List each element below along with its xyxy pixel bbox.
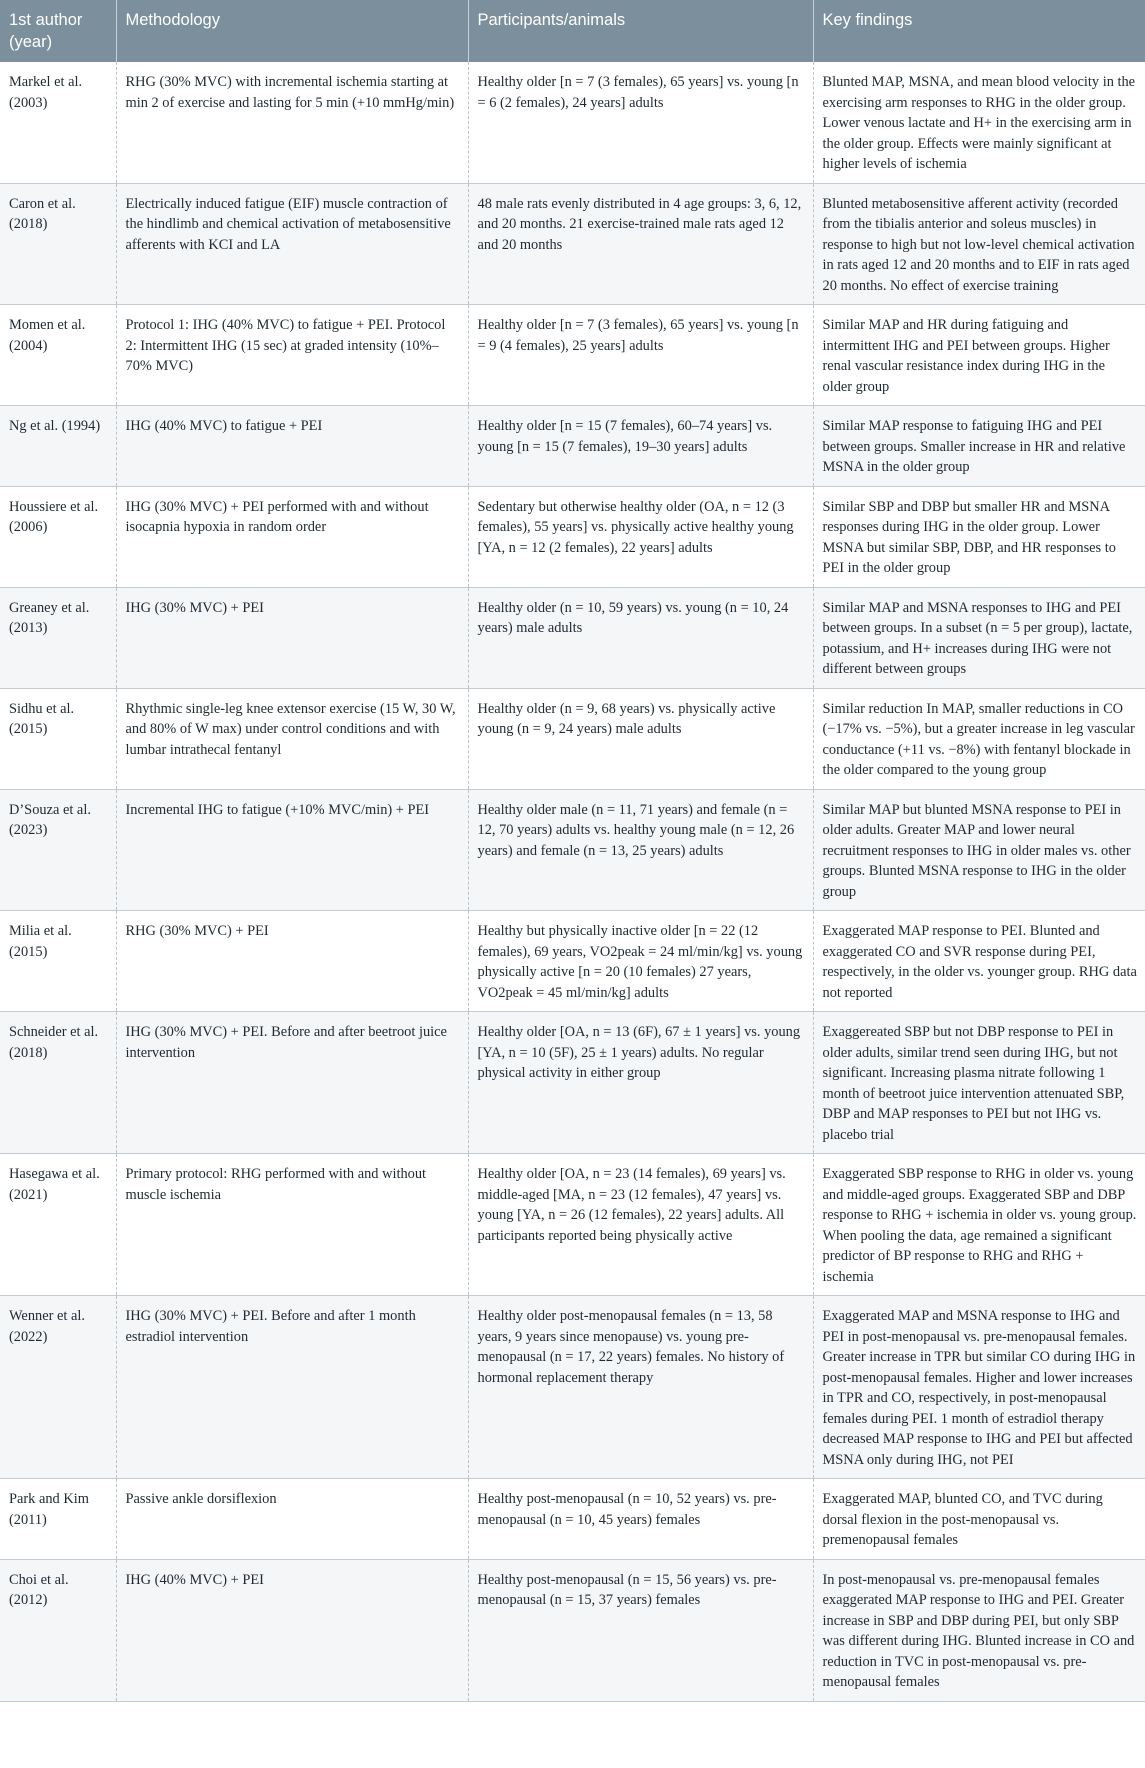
cell-author: Ng et al. (1994): [0, 406, 116, 487]
header-findings: Key findings: [813, 0, 1145, 62]
cell-findings: Exaggerated MAP, blunted CO, and TVC during dorsal flexion in the post-menopausal vs. premenopausal females: [813, 1479, 1145, 1560]
table-row: [0, 1479, 1145, 1560]
cell-methodology: Rhythmic single-leg knee extensor exercise (15 W, 30 W, and 80% of W max) under control conditions and with lumbar intrathecal fentanyl: [116, 688, 468, 789]
cell-author: Markel et al. (2003): [0, 62, 116, 183]
cell-participants: Healthy older [OA, n = 23 (14 females), 69 years] vs. middle-aged [MA, n = 23 (12 females), 47 years] vs. young [YA, n = 26 (12 females), 22 years] adults. All participants reported being physically active: [468, 1154, 813, 1296]
cell-participants: 48 male rats evenly distributed in 4 age groups: 3, 6, 12, and 20 months. 21 exercise-trained male rats aged 12 and 20 months: [468, 183, 813, 305]
cell-author: Hasegawa et al. (2021): [0, 1154, 116, 1296]
cell-author: Park and Kim (2011): [0, 1479, 116, 1560]
cell-methodology: IHG (30% MVC) + PEI. Before and after beetroot juice intervention: [116, 1012, 468, 1154]
cell-findings: Blunted metabosensitive afferent activity (recorded from the tibialis anterior and soleus muscles) in response to high but not low-level chemical activation in rats aged 12 and 20 months and to EIF in rats aged 20 months. No effect of exercise training: [813, 183, 1145, 305]
cell-findings: Exaggerated SBP response to RHG in older vs. young and middle-aged groups. Exaggerated SBP and DBP response to RHG + ischemia in older vs. young group. When pooling the data, age remained a significant predictor of BP response to RHG and RHG + ischemia: [813, 1154, 1145, 1296]
header-author: 1st author (year): [0, 0, 116, 62]
table-header: [0, 0, 1145, 62]
table-row: [0, 305, 1145, 406]
cell-participants: Healthy older (n = 10, 59 years) vs. young (n = 10, 24 years) male adults: [468, 587, 813, 688]
header-participants: Participants/animals: [468, 0, 813, 62]
table-row: [0, 183, 1145, 305]
cell-findings: Similar MAP and MSNA responses to IHG and PEI between groups. In a subset (n = 5 per group), lactate, potassium, and H+ increases during IHG were not different between groups: [813, 587, 1145, 688]
table-row: [0, 789, 1145, 911]
cell-participants: Healthy older [n = 7 (3 females), 65 years] vs. young [n = 9 (4 females), 25 years] adults: [468, 305, 813, 406]
cell-findings: Similar MAP and HR during fatiguing and intermittent IHG and PEI between groups. Higher renal vascular resistance index during IHG in the older group: [813, 305, 1145, 406]
cell-findings: Exaggerated MAP and MSNA response to IHG and PEI in post-menopausal vs. pre-menopausal females. Greater increase in TPR but similar CO during IHG in post-menopausal females. Higher and lower increases in TPR and CO, respectively, in post-menopausal females during PEI. 1 month of estradiol therapy decreased MAP response to IHG and PEI but affected MSNA only during IHG, not PEI: [813, 1296, 1145, 1479]
table-row: [0, 1559, 1145, 1701]
cell-author: Wenner et al. (2022): [0, 1296, 116, 1479]
cell-participants: Healthy older (n = 9, 68 years) vs. physically active young (n = 9, 24 years) male adults: [468, 688, 813, 789]
table-row: [0, 1012, 1145, 1154]
cell-findings: Similar MAP but blunted MSNA response to PEI in older adults. Greater MAP and lower neural recruitment responses to IHG in older males vs. other groups. Blunted MSNA response to IHG in the older group: [813, 789, 1145, 911]
header-methodology: Methodology: [116, 0, 468, 62]
cell-methodology: Incremental IHG to fatigue (+10% MVC/min) + PEI: [116, 789, 468, 911]
table-row: [0, 1296, 1145, 1479]
cell-participants: Healthy post-menopausal (n = 10, 52 years) vs. pre-menopausal (n = 10, 45 years) females: [468, 1479, 813, 1560]
cell-participants: Healthy older post-menopausal females (n = 13, 58 years, 9 years since menopause) vs. young pre-menopausal (n = 17, 22 years) females. No history of hormonal replacement therapy: [468, 1296, 813, 1479]
cell-participants: Healthy older [n = 7 (3 females), 65 years] vs. young [n = 6 (2 females), 24 years] adults: [468, 62, 813, 183]
cell-participants: Sedentary but otherwise healthy older (OA, n = 12 (3 females), 55 years] vs. physically active healthy young [YA, n = 12 (2 females), 22 years] adults: [468, 486, 813, 587]
table-row: [0, 911, 1145, 1012]
cell-findings: Exaggerated MAP response to PEI. Blunted and exaggerated CO and SVR response during PEI, respectively, in the older vs. younger group. RHG data not reported: [813, 911, 1145, 1012]
table-row: [0, 486, 1145, 587]
cell-methodology: IHG (30% MVC) + PEI performed with and without isocapnia hypoxia in random order: [116, 486, 468, 587]
cell-participants: Healthy older [n = 15 (7 females), 60–74 years] vs. young [n = 15 (7 females), 19–30 years] adults: [468, 406, 813, 487]
cell-author: Choi et al. (2012): [0, 1559, 116, 1701]
cell-methodology: Passive ankle dorsiflexion: [116, 1479, 468, 1560]
table-row: [0, 1154, 1145, 1296]
cell-methodology: RHG (30% MVC) + PEI: [116, 911, 468, 1012]
cell-author: Houssiere et al. (2006): [0, 486, 116, 587]
table-body: [0, 62, 1145, 1701]
cell-author: Milia et al. (2015): [0, 911, 116, 1012]
cell-author: Momen et al. (2004): [0, 305, 116, 406]
cell-findings: Exaggereated SBP but not DBP response to PEI in older adults, similar trend seen during IHG, but not significant. Increasing plasma nitrate following 1 month of beetroot juice intervention attenuated SBP, DBP and MAP responses to PEI but not IHG vs. placebo trial: [813, 1012, 1145, 1154]
cell-methodology: IHG (30% MVC) + PEI. Before and after 1 month estradiol intervention: [116, 1296, 468, 1479]
cell-author: Sidhu et al. (2015): [0, 688, 116, 789]
cell-author: Schneider et al. (2018): [0, 1012, 116, 1154]
cell-author: D’Souza et al. (2023): [0, 789, 116, 911]
cell-methodology: Electrically induced fatigue (EIF) muscle contraction of the hindlimb and chemical activation of metabosensitive afferents with KCI and LA: [116, 183, 468, 305]
table-row: [0, 406, 1145, 487]
cell-author: Greaney et al. (2013): [0, 587, 116, 688]
header-row: [0, 0, 1145, 62]
table-row: [0, 587, 1145, 688]
table-row: [0, 688, 1145, 789]
cell-author: Caron et al. (2018): [0, 183, 116, 305]
cell-findings: In post-menopausal vs. pre-menopausal females exaggerated MAP response to IHG and PEI. Greater increase in SBP and DBP during PEI, but only SBP was different during IHG. Blunted increase in CO and reduction in TVC in post-menopausal vs. pre-menopausal females: [813, 1559, 1145, 1701]
cell-methodology: IHG (40% MVC) + PEI: [116, 1559, 468, 1701]
cell-findings: Similar SBP and DBP but smaller HR and MSNA responses during IHG in the older group. Lower MSNA but similar SBP, DBP, and HR responses to PEI in the older group: [813, 486, 1145, 587]
cell-methodology: RHG (30% MVC) with incremental ischemia starting at min 2 of exercise and lasting for 5 min (+10 mmHg/min): [116, 62, 468, 183]
cell-findings: Similar reduction In MAP, smaller reductions in CO (−17% vs. −5%), but a greater increase in leg vascular conductance (+11 vs. −8%) with fentanyl blockade in the older compared to the young group: [813, 688, 1145, 789]
cell-methodology: Protocol 1: IHG (40% MVC) to fatigue + PEI. Protocol 2: Intermittent IHG (15 sec) at graded intensity (10%–70% MVC): [116, 305, 468, 406]
cell-participants: Healthy post-menopausal (n = 15, 56 years) vs. pre-menopausal (n = 15, 37 years) females: [468, 1559, 813, 1701]
cell-findings: Similar MAP response to fatiguing IHG and PEI between groups. Smaller increase in HR and relative MSNA in the older group: [813, 406, 1145, 487]
table-row: [0, 62, 1145, 183]
cell-methodology: IHG (30% MVC) + PEI: [116, 587, 468, 688]
cell-participants: Healthy older [OA, n = 13 (6F), 67 ± 1 years] vs. young [YA, n = 10 (5F), 25 ± 1 years) adults. No regular physical activity in either group: [468, 1012, 813, 1154]
cell-methodology: IHG (40% MVC) to fatigue + PEI: [116, 406, 468, 487]
cell-participants: Healthy older male (n = 11, 71 years) and female (n = 12, 70 years) adults vs. healthy young male (n = 12, 26 years) and female (n = 13, 25 years) adults: [468, 789, 813, 911]
cell-methodology: Primary protocol: RHG performed with and without muscle ischemia: [116, 1154, 468, 1296]
cell-participants: Healthy but physically inactive older [n = 22 (12 females), 69 years, VO2peak = 24 ml/min/kg] vs. young physically active [n = 20 (10 females) 27 years, VO2peak = 45 ml/min/kg] adults: [468, 911, 813, 1012]
cell-findings: Blunted MAP, MSNA, and mean blood velocity in the exercising arm responses to RHG in the older group. Lower venous lactate and H+ in the exercising arm in the older group. Effects were mainly significant at higher levels of ischemia: [813, 62, 1145, 183]
